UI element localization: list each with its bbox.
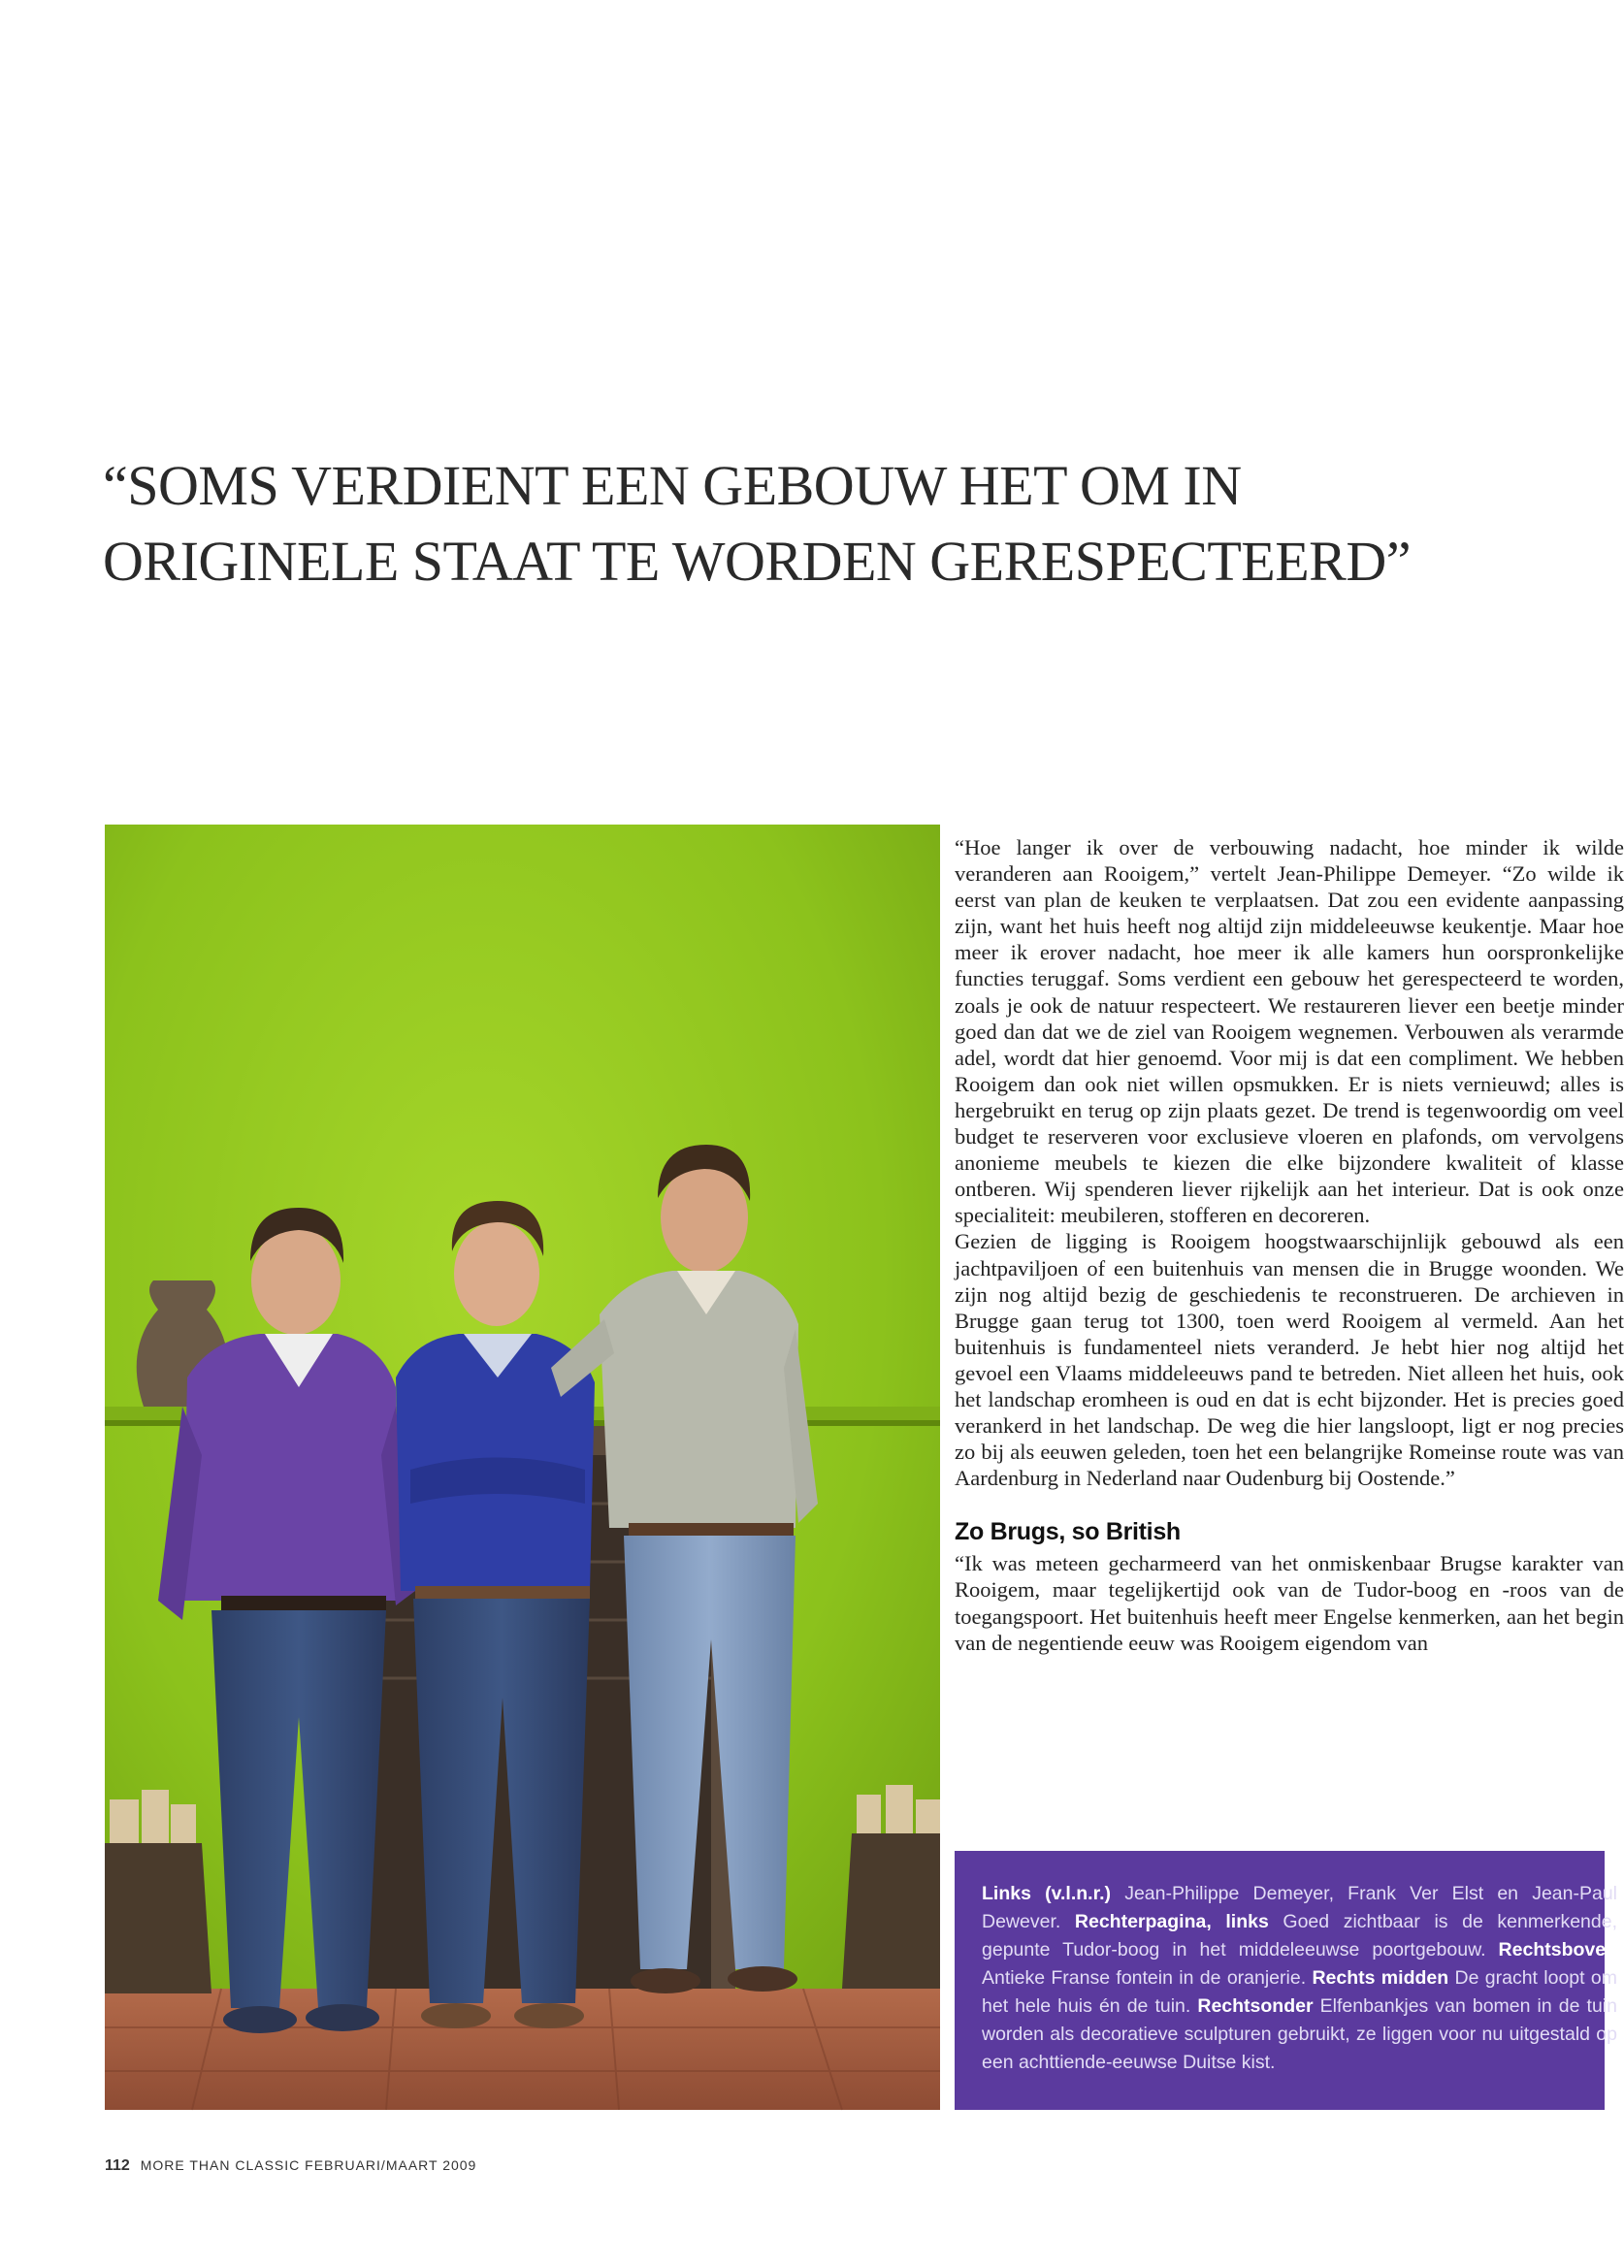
article-body [955, 834, 1624, 1833]
article-subheading: Zo Brugs, so British [955, 1518, 1181, 1546]
photo-caption [982, 1880, 1617, 2077]
caption-text-links: Jean-Philippe Demeyer, Frank Ver Elst en Jean-Paul Dewever. [982, 1883, 1617, 1932]
caption-label-rechterpagina: Rechterpagina, links [1074, 1911, 1269, 1932]
article-paragraph-1: “Hoe langer ik over de verbouwing nadacht, hoe minder ik wilde veranderen aan Rooigem,” vertelt Jean-Philippe Demeyer. “Zo wilde ik eerst van plan de keuken te verplaatsen. Dat zou een evidente aanpassing zijn, want het huis heeft nog altijd zijn middeleeuwse keukentje. Maar hoe meer ik erover nadacht, hoe meer ik alle kamers hun oorspronkelijke functies teruggaf. Soms verdient een gebouw het gerespecteerd te worden, zoals je ook de natuur respecteert. We restaureren liever een beetje minder goed dan dat we de ziel van Rooigem wegnemen. Verbouwen als verarmde adel, wordt dat hier genoemd. Voor mij is dat een compliment. We hebben Rooigem dan ook niet willen opsmukken. Er is niets vernieuwd; alles is hergebruikt en terug op zijn plaats gezet. De trend is tegenwoordig om veel budget te reserveren voor exclusieve vloeren en plafonds, om vervolgens anonieme meubels te kiezen die elke bijzondere kwaliteit of klasse ontberen. Wij spenderen liever rijkelijk aan het interieur. Dat is ook onze specialiteit: meubileren, stofferen en decoreren. [955, 835, 1624, 1228]
caption-text-rechts-midden: De gracht loopt om het hele huis én de tuin. [982, 1967, 1617, 2017]
headline [103, 448, 1461, 599]
headline-line-2: ORIGINELE STAAT TE WORDEN GERESPECTEERD” [103, 530, 1411, 593]
page-number: 112 [105, 2157, 130, 2174]
article-paragraph-3: “Ik was meteen gecharmeerd van het onmiskenbaar Brugse karakter van Rooigem, maar tegelijkertijd ook van de Tudor-boog en -roos van de toegangspoort. Het buitenhuis heeft meer Engelse kenmerken, aan het begin van de negentiende eeuw was Rooigem eigendom van [955, 1551, 1624, 1655]
article-photo [105, 825, 940, 2110]
caption-label-links: Links (v.l.n.r.) [982, 1883, 1112, 1904]
headline-line-1: “SOMS VERDIENT EEN GEBOUW HET OM IN [103, 454, 1242, 517]
caption-text-rechtsboven: Antieke Franse fontein in de oranjerie. [982, 1967, 1313, 1989]
caption-text-rechterpagina: Goed zichtbaar is de kenmerkende, gepunte Tudor-boog in het middeleeuwse poortgebouw. [982, 1911, 1617, 1960]
article-paragraph-2: Gezien de ligging is Rooigem hoogstwaarschijnlijk gebouwd als een jachtpaviljoen of een buitenhuis van mensen die in Brugge woonden. We zijn nog altijd bezig de geschiedenis te reconstrueren. De archieven in Brugge gaan terug tot 1300, toen werd Rooigem al vermeld. Aan het buitenhuis is fundamenteel niets veranderd. Je hebt hier nog altijd het gevoel een Vlaams middeleeuws pand te betreden. Niet alleen het huis, ook het landschap eromheen is oud en dat is echt bijzonder. Het is precies goed verankerd in het landschap. De weg die hier langsloopt, ligt er nog precies zo bij als eeuwen geleden, toen het een belangrijke Romeinse route was van Aardenburg in Nederland naar Oudenburg bij Oostende.” [955, 1229, 1624, 1491]
issue-date: FEBRUARI/MAART 2009 [305, 2157, 477, 2173]
magazine-name: MORE THAN CLASSIC [140, 2157, 301, 2173]
caption-text-rechtsonder: Elfenbankjes van bomen in de tuin worden als decoratieve sculpturen gebruikt, ze liggen voor nu uitgestald op een achttiende-eeuwse Duitse kist. [982, 1995, 1617, 2073]
caption-label-rechts-midden: Rechts midden [1312, 1967, 1449, 1989]
page-footer [105, 2157, 476, 2175]
caption-label-rechtsboven: Rechtsboven [1498, 1939, 1617, 1960]
caption-label-rechtsonder: Rechtsonder [1197, 1995, 1314, 2017]
photo-caption-box [955, 1851, 1617, 2110]
